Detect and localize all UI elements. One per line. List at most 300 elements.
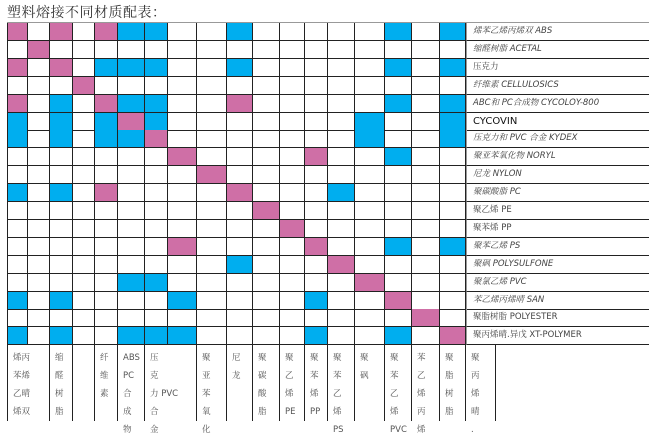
grid-cell-r4-c4: [73, 77, 95, 95]
grid-cell-r14-c9: [197, 256, 227, 274]
column-label: [385, 345, 412, 435]
row-label: 聚丙烯晴.异戊 XT-POLYMER: [466, 327, 649, 345]
grid-cell-r4-c9: [197, 77, 227, 95]
column-label-line: 金: [150, 425, 159, 435]
grid-cell-r1-c17: [412, 23, 440, 41]
grid-cell-r11-c17: [412, 202, 440, 220]
grid-cell-r10-c1: [7, 184, 28, 202]
column-label: [227, 345, 253, 421]
grid-cell-r18-c18: [440, 327, 466, 345]
column-label-line: PS: [333, 425, 344, 435]
grid-cell-r4-c17: [412, 77, 440, 95]
grid-cell-r18-c15: [355, 327, 385, 345]
grid-cell-r4-c12: [280, 77, 305, 95]
grid-cell-r2-c15: [355, 41, 385, 59]
column-label-line: 树: [55, 389, 64, 399]
grid-cell-r3-c3: [50, 59, 73, 77]
grid-cell-r12-c7: [145, 220, 168, 238]
grid-cell-r5-c7: [145, 95, 168, 113]
column-label-line: 烯: [417, 425, 426, 435]
column-label-line: 苯: [333, 371, 342, 381]
grid-cell-r14-c1: [7, 256, 28, 274]
row-label: 烯苯乙烯丙烯双 ABS: [466, 23, 649, 41]
grid-cell-r15-c10: [227, 274, 253, 292]
column-label: [355, 345, 385, 421]
grid-cell-r6-c5: [95, 113, 118, 131]
grid-cell-r7-c1: [7, 130, 28, 148]
grid-cell-r17-c4: [73, 309, 95, 327]
grid-cell-r5-c4: [73, 95, 95, 113]
grid-cell-r17-c17: [412, 309, 440, 327]
grid-cell-r16-c17: [412, 292, 440, 310]
grid-cell-r4-c1: [7, 77, 28, 95]
grid-cell-r6-c10: [227, 113, 253, 131]
grid-cell-r2-c12: [280, 41, 305, 59]
column-label-line: 烯: [417, 389, 426, 399]
grid-cell-r7-c11: [253, 130, 280, 148]
grid-cell-r18-c8: [168, 327, 197, 345]
grid-cell-r5-c9: [197, 95, 227, 113]
column-label-line: 乙: [390, 389, 399, 399]
grid-cell-r3-c17: [412, 59, 440, 77]
grid-cell-r9-c17: [412, 166, 440, 184]
grid-cell-r4-c16: [385, 77, 412, 95]
grid-cell-r16-c4: [73, 292, 95, 310]
grid-cell-r8-c5: [95, 148, 118, 166]
grid-cell-r3-c13: [305, 59, 328, 77]
grid-cell-r15-c1: [7, 274, 28, 292]
column-label-line: PP: [310, 407, 321, 417]
row-label: 聚砜 POLYSULFONE: [466, 256, 649, 274]
column-label-line: 合: [150, 407, 159, 417]
column-label-line: 聚: [390, 353, 399, 363]
grid-cell-r18-c4: [73, 327, 95, 345]
grid-cell-r14-c3: [50, 256, 73, 274]
grid-cell-r11-c12: [280, 202, 305, 220]
grid-cell-r11-c7: [145, 202, 168, 220]
row-label: 压克力和 PVC 合金 KYDEX: [466, 130, 649, 148]
column-label-line: 脂: [445, 371, 454, 381]
grid-cell-r10-c3: [50, 184, 73, 202]
grid-cell-r12-c5: [95, 220, 118, 238]
column-label-line: 成: [123, 407, 132, 417]
grid-cell-r6-c15: [355, 113, 385, 131]
grid-cell-r4-c6: [118, 77, 145, 95]
column-label-line: 醛: [55, 371, 64, 381]
grid-cell-r12-c6: [118, 220, 145, 238]
grid-cell-r13-c5: [95, 238, 118, 256]
grid-cell-r1-c3: [50, 23, 73, 41]
row-label: 聚苯烯 PP: [466, 220, 649, 238]
grid-cell-r17-c15: [355, 309, 385, 327]
grid-cell-r9-c12: [280, 166, 305, 184]
row-label: 聚亚苯氧化物 NORYL: [466, 148, 649, 166]
column-label-line: 苯: [202, 389, 211, 399]
row-label: 纤维素 CELLULOSICS: [466, 77, 649, 95]
grid-cell-r5-c11: [253, 95, 280, 113]
grid-cell-r2-c11: [253, 41, 280, 59]
grid-cell-r15-c11: [253, 274, 280, 292]
column-label-line: 苯: [390, 371, 399, 381]
grid-cell-r8-c2: [28, 148, 50, 166]
grid-cell-r3-c10: [227, 59, 253, 77]
column-label-line: 压: [150, 353, 159, 363]
grid-cell-r6-c4: [73, 113, 95, 131]
row-label: 聚脂树脂 POLYESTER: [466, 309, 649, 327]
column-label-line: 苯: [417, 353, 426, 363]
grid-cell-r7-c12: [280, 130, 305, 148]
column-label-line: 聚: [258, 353, 267, 363]
grid-cell-r1-c1: [7, 23, 28, 41]
grid-cell-r1-c6: [118, 23, 145, 41]
grid-cell-r15-c7: [145, 274, 168, 292]
grid-cell-r10-c18: [440, 184, 466, 202]
grid-cell-r6-c1: [7, 113, 28, 131]
grid-cell-r11-c8: [168, 202, 197, 220]
grid-cell-r4-c18: [440, 77, 466, 95]
column-label-line: 龙: [232, 371, 241, 381]
grid-cell-r4-c11: [253, 77, 280, 95]
column-label-line: 丙: [417, 407, 426, 417]
column-label-line: 乙: [417, 371, 426, 381]
column-label: [328, 345, 355, 435]
grid-cell-r12-c4: [73, 220, 95, 238]
column-label: [412, 345, 440, 435]
grid-cell-r17-c8: [168, 309, 197, 327]
grid-cell-r5-c5: [95, 95, 118, 113]
grid-cell-r12-c9: [197, 220, 227, 238]
grid-cell-r18-c14: [328, 327, 355, 345]
grid-cell-r12-c12: [280, 220, 305, 238]
row-label: 聚碳酸脂 PC: [466, 184, 649, 202]
grid-cell-r9-c18: [440, 166, 466, 184]
grid-cell-r2-c16: [385, 41, 412, 59]
grid-cell-r14-c5: [95, 256, 118, 274]
grid-cell-r13-c12: [280, 238, 305, 256]
grid-cell-r1-c2: [28, 23, 50, 41]
row-label: 聚乙烯 PE: [466, 202, 649, 220]
column-label-line: PC: [123, 371, 135, 381]
grid-cell-r1-c5: [95, 23, 118, 41]
grid-cell-r16-c18: [440, 292, 466, 310]
grid-cell-r18-c9: [197, 327, 227, 345]
grid-cell-r9-c7: [145, 166, 168, 184]
column-label: [95, 345, 118, 421]
grid-cell-r9-c4: [73, 166, 95, 184]
column-label: [305, 345, 328, 421]
grid-cell-r1-c12: [280, 23, 305, 41]
grid-cell-r15-c16: [385, 274, 412, 292]
grid-cell-r1-c15: [355, 23, 385, 41]
grid-cell-r15-c3: [50, 274, 73, 292]
grid-cell-r3-c7: [145, 59, 168, 77]
grid-cell-r10-c14: [328, 184, 355, 202]
grid-cell-r16-c11: [253, 292, 280, 310]
grid-cell-r10-c5: [95, 184, 118, 202]
grid-cell-r18-c11: [253, 327, 280, 345]
grid-cell-r10-c17: [412, 184, 440, 202]
column-label-line: 尼: [232, 353, 241, 363]
column-label-line: 维: [100, 371, 109, 381]
grid-cell-r2-c4: [73, 41, 95, 59]
column-label-line: 缩: [55, 353, 64, 363]
grid-cell-r3-c14: [328, 59, 355, 77]
grid-cell-r7-c16: [385, 130, 412, 148]
grid-cell-r7-c17: [412, 130, 440, 148]
grid-cell-r11-c15: [355, 202, 385, 220]
grid-cell-r2-c10: [227, 41, 253, 59]
grid-cell-r4-c7: [145, 77, 168, 95]
grid-cell-r11-c1: [7, 202, 28, 220]
column-label: [253, 345, 280, 421]
grid-cell-r12-c16: [385, 220, 412, 238]
grid-cell-r13-c18: [440, 238, 466, 256]
column-label-line: 合: [123, 389, 132, 399]
grid-cell-r15-c12: [280, 274, 305, 292]
grid-cell-r17-c13: [305, 309, 328, 327]
grid-cell-r8-c17: [412, 148, 440, 166]
grid-cell-r5-c2: [28, 95, 50, 113]
grid-cell-r1-c9: [197, 23, 227, 41]
column-label: [197, 345, 227, 435]
grid-cell-r14-c16: [385, 256, 412, 274]
column-label-line: 苯: [310, 371, 319, 381]
grid-cell-r15-c2: [28, 274, 50, 292]
grid-cell-r18-c17: [412, 327, 440, 345]
grid-cell-r5-c13: [305, 95, 328, 113]
grid-cell-r3-c2: [28, 59, 50, 77]
grid-cell-r10-c9: [197, 184, 227, 202]
grid-cell-r14-c8: [168, 256, 197, 274]
grid-cell-r2-c2: [28, 41, 50, 59]
grid-cell-r10-c6: [118, 184, 145, 202]
grid-cell-r5-c14: [328, 95, 355, 113]
grid-cell-r10-c7: [145, 184, 168, 202]
grid-cell-r4-c14: [328, 77, 355, 95]
grid-cell-r8-c16: [385, 148, 412, 166]
grid-cell-r17-c16: [385, 309, 412, 327]
column-label-line: 晴: [471, 407, 480, 417]
column-label-line: 克: [150, 371, 159, 381]
grid-cell-r13-c3: [50, 238, 73, 256]
grid-cell-r6-c8: [168, 113, 197, 131]
grid-cell-r2-c13: [305, 41, 328, 59]
grid-cell-r10-c16: [385, 184, 412, 202]
grid-cell-r13-c14: [328, 238, 355, 256]
grid-cell-r15-c6: [118, 274, 145, 292]
grid-cell-r2-c6: [118, 41, 145, 59]
column-label-line: 烯丙: [13, 353, 31, 363]
grid-cell-r8-c12: [280, 148, 305, 166]
grid-cell-r13-c15: [355, 238, 385, 256]
row-label: 缩醛树脂 ACETAL: [466, 41, 649, 59]
grid-cell-r3-c11: [253, 59, 280, 77]
grid-cell-r8-c1: [7, 148, 28, 166]
grid-cell-r7-c18: [440, 130, 466, 148]
grid-cell-r1-c10: [227, 23, 253, 41]
column-label: [118, 345, 145, 435]
grid-cell-r2-c3: [50, 41, 73, 59]
grid-cell-r10-c15: [355, 184, 385, 202]
grid-cell-r7-c2: [28, 130, 50, 148]
grid-cell-r12-c17: [412, 220, 440, 238]
grid-cell-r4-c13: [305, 77, 328, 95]
grid-cell-r16-c16: [385, 292, 412, 310]
grid-cell-r15-c15: [355, 274, 385, 292]
grid-cell-r12-c11: [253, 220, 280, 238]
grid-cell-r13-c10: [227, 238, 253, 256]
grid-cell-r7-c8: [168, 130, 197, 148]
grid-cell-r13-c13: [305, 238, 328, 256]
grid-cell-r13-c9: [197, 238, 227, 256]
grid-cell-r9-c8: [168, 166, 197, 184]
column-label-line: 丙: [471, 371, 480, 381]
grid-cell-r6-c2: [28, 113, 50, 131]
grid-cell-r14-c13: [305, 256, 328, 274]
column-label-line: 聚: [471, 353, 480, 363]
grid-cell-r6-c7: [145, 113, 168, 131]
grid-cell-r18-c5: [95, 327, 118, 345]
grid-cell-r10-c12: [280, 184, 305, 202]
grid-cell-r8-c9: [197, 148, 227, 166]
grid-cell-r9-c14: [328, 166, 355, 184]
column-label: [145, 345, 197, 435]
grid-cell-r9-c11: [253, 166, 280, 184]
grid-cell-r2-c8: [168, 41, 197, 59]
grid-cell-r15-c18: [440, 274, 466, 292]
grid-cell-r7-c4: [73, 130, 95, 148]
grid-cell-r7-c9: [197, 130, 227, 148]
grid-cell-r14-c11: [253, 256, 280, 274]
column-label-line: 氧: [202, 407, 211, 417]
grid-cell-r2-c9: [197, 41, 227, 59]
grid-cell-r7-c10: [227, 130, 253, 148]
grid-cell-r1-c16: [385, 23, 412, 41]
grid-cell-r4-c15: [355, 77, 385, 95]
grid-cell-r6-c14: [328, 113, 355, 131]
grid-cell-r4-c5: [95, 77, 118, 95]
grid-cell-r15-c17: [412, 274, 440, 292]
grid-cell-r18-c7: [145, 327, 168, 345]
column-label: [466, 345, 496, 435]
grid-cell-r10-c11: [253, 184, 280, 202]
grid-cell-r1-c14: [328, 23, 355, 41]
column-label-line: 乙: [285, 371, 294, 381]
grid-cell-r9-c10: [227, 166, 253, 184]
grid-cell-r18-c2: [28, 327, 50, 345]
column-label-line: 脂: [258, 407, 267, 417]
grid-cell-r6-c13: [305, 113, 328, 131]
grid-cell-r18-c13: [305, 327, 328, 345]
column-label-line: 聚: [445, 353, 454, 363]
grid-cell-r17-c11: [253, 309, 280, 327]
grid-cell-r2-c14: [328, 41, 355, 59]
grid-cell-r11-c13: [305, 202, 328, 220]
grid-cell-r15-c14: [328, 274, 355, 292]
grid-cell-r11-c16: [385, 202, 412, 220]
grid-cell-r15-c4: [73, 274, 95, 292]
grid-cell-r9-c6: [118, 166, 145, 184]
grid-cell-r3-c6: [118, 59, 145, 77]
column-label-line: 聚: [202, 353, 211, 363]
grid-cell-r16-c8: [168, 292, 197, 310]
grid-cell-r5-c18: [440, 95, 466, 113]
row-label: ABC和 PC合成物 CYCOLOY-800: [466, 95, 649, 113]
grid-cell-r9-c16: [385, 166, 412, 184]
grid-cell-r16-c3: [50, 292, 73, 310]
grid-cell-r1-c13: [305, 23, 328, 41]
grid-cell-r18-c10: [227, 327, 253, 345]
column-label-line: 烯: [333, 407, 342, 417]
grid-cell-r9-c13: [305, 166, 328, 184]
grid-cell-r4-c8: [168, 77, 197, 95]
grid-cell-r12-c15: [355, 220, 385, 238]
grid-cell-r14-c4: [73, 256, 95, 274]
column-label-line: 素: [100, 389, 109, 399]
column-label: [7, 345, 50, 421]
grid-cell-r6-c6: [118, 113, 145, 131]
grid-cell-r8-c10: [227, 148, 253, 166]
grid-cell-r7-c5: [95, 130, 118, 148]
grid-cell-r13-c7: [145, 238, 168, 256]
grid-cell-r7-c7: [145, 130, 168, 148]
grid-cell-r6-c3: [50, 113, 73, 131]
grid-cell-r14-c10: [227, 256, 253, 274]
grid-cell-r16-c15: [355, 292, 385, 310]
column-label-line: 脂: [55, 407, 64, 417]
grid-cell-r6-c16: [385, 113, 412, 131]
grid-cell-r17-c7: [145, 309, 168, 327]
grid-cell-r11-c5: [95, 202, 118, 220]
column-label-line: 烯: [390, 407, 399, 417]
grid-cell-r5-c12: [280, 95, 305, 113]
grid-cell-r3-c4: [73, 59, 95, 77]
column-label: [280, 345, 305, 421]
grid-cell-r8-c11: [253, 148, 280, 166]
grid-cell-r14-c17: [412, 256, 440, 274]
grid-cell-r8-c7: [145, 148, 168, 166]
row-label: CYCOVIN: [466, 113, 649, 131]
row-label: 聚氯乙烯 PVC: [466, 274, 649, 292]
grid-cell-r1-c11: [253, 23, 280, 41]
grid-cell-r10-c2: [28, 184, 50, 202]
grid-cell-r8-c8: [168, 148, 197, 166]
grid-cell-r17-c10: [227, 309, 253, 327]
grid-cell-r8-c3: [50, 148, 73, 166]
grid-cell-r6-c12: [280, 113, 305, 131]
grid-cell-r10-c13: [305, 184, 328, 202]
grid-cell-r8-c6: [118, 148, 145, 166]
grid-cell-r1-c7: [145, 23, 168, 41]
grid-cell-r6-c17: [412, 113, 440, 131]
grid-cell-r2-c17: [412, 41, 440, 59]
grid-cell-r18-c1: [7, 327, 28, 345]
grid-cell-r5-c16: [385, 95, 412, 113]
grid-cell-r17-c9: [197, 309, 227, 327]
grid-cell-r5-c15: [355, 95, 385, 113]
grid-cell-r16-c10: [227, 292, 253, 310]
column-label-line: 碳: [258, 371, 267, 381]
grid-cell-r15-c5: [95, 274, 118, 292]
grid-cell-r3-c16: [385, 59, 412, 77]
grid-cell-r2-c18: [440, 41, 466, 59]
grid-cell-r17-c2: [28, 309, 50, 327]
grid-cell-r17-c6: [118, 309, 145, 327]
grid-cell-r7-c3: [50, 130, 73, 148]
column-label-line: 物: [123, 425, 132, 435]
grid-cell-r3-c8: [168, 59, 197, 77]
column-label-line: 聚: [285, 353, 294, 363]
